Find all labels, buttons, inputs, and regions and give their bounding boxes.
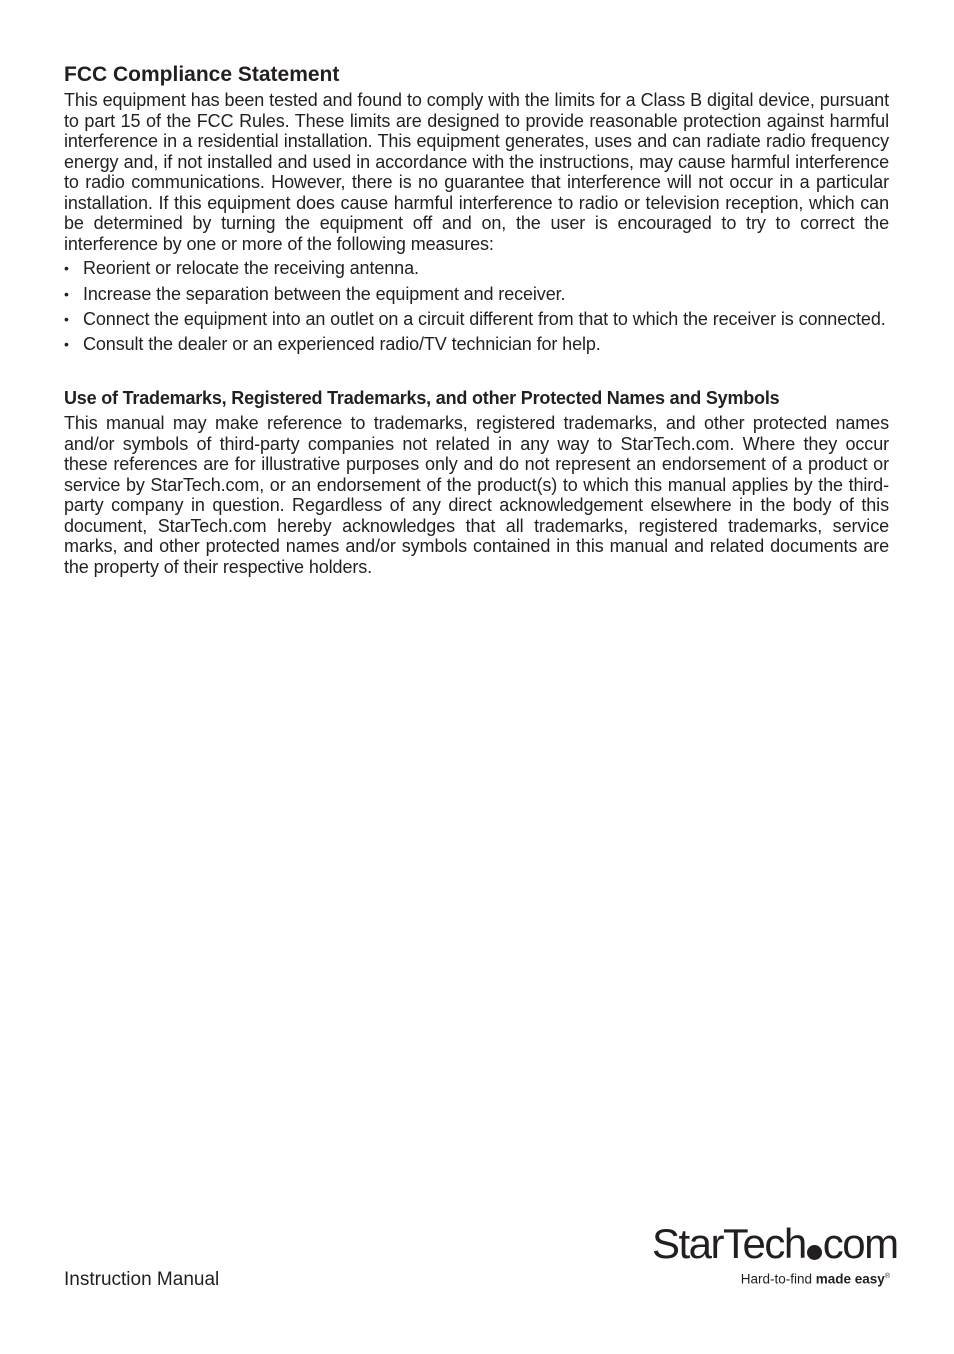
trademarks-paragraph: This manual may make reference to trademarks, registered trademarks, and other protected names and/or symbols of third-party companies not related in any way to StarTech.com. Where they occur these references are for illustrative purposes only and do not represent an endorsement of a product or service by StarTech.com, or an endorsement of the product(s) to which this manual applies by the third-party company in question. Regardless of any direct acknowledgement elsewhere in the body of this document, StarTech.com hereby acknowledges that all trademarks, registered trademarks, service marks, and other protected names and/or symbols contained in this manual and related documents are the property of their respective holders. bbox=[64, 413, 889, 577]
tagline-regular: Hard-to-find bbox=[740, 1271, 816, 1287]
fcc-paragraph: This equipment has been tested and found to comply with the limits for a Class B digital device, pursuant to part 15 of the FCC Rules. These limits are designed to provide reasonable protection against harmful interference in a residential installation. This equipment generates, uses and can radiate radio frequency energy and, if not installed and used in accordance with the instructions, may cause harmful interference to radio communications. However, there is no guarantee that interference will not occur in a particular installation. If this equipment does cause harmful interference to radio or television reception, which can be determined by turning the equipment off and on, the user is encouraged to try to correct the interference by one or more of the following measures: bbox=[64, 90, 889, 254]
bullet-icon: • bbox=[64, 286, 69, 302]
startech-logo bbox=[652, 1220, 898, 1290]
list-item bbox=[64, 310, 889, 328]
logo-word-left: StarTech bbox=[652, 1220, 806, 1267]
list-item-text: Increase the separation between the equipment and receiver. bbox=[83, 284, 566, 304]
trademarks-heading: Use of Trademarks, Registered Trademarks, and other Protected Names and Symbols bbox=[64, 388, 780, 408]
list-item bbox=[64, 334, 889, 354]
logo-dot-icon bbox=[807, 1245, 822, 1260]
list-item-text: Reorient or relocate the receiving antenna. bbox=[83, 258, 419, 278]
logo-tagline bbox=[741, 1269, 890, 1288]
section-spacer bbox=[64, 360, 889, 386]
footer-label: Instruction Manual bbox=[64, 1269, 220, 1290]
fcc-measures-list bbox=[64, 258, 889, 354]
registered-mark: ® bbox=[884, 1273, 890, 1280]
bullet-icon: • bbox=[64, 260, 69, 276]
list-item bbox=[64, 258, 889, 278]
fcc-heading: FCC Compliance Statement bbox=[64, 63, 340, 86]
document-content bbox=[64, 62, 889, 577]
logo-wordmark bbox=[652, 1220, 898, 1268]
bullet-icon: • bbox=[64, 311, 69, 327]
tagline-bold: made easy bbox=[815, 1271, 885, 1287]
list-item-text: Consult the dealer or an experienced radio/TV technician for help. bbox=[83, 334, 601, 354]
bullet-icon: • bbox=[64, 336, 69, 352]
logo-word-right: com bbox=[822, 1220, 898, 1267]
list-item-text: Connect the equipment into an outlet on a circuit different from that to which the receiver is connected. bbox=[83, 309, 886, 329]
list-item bbox=[64, 284, 889, 304]
